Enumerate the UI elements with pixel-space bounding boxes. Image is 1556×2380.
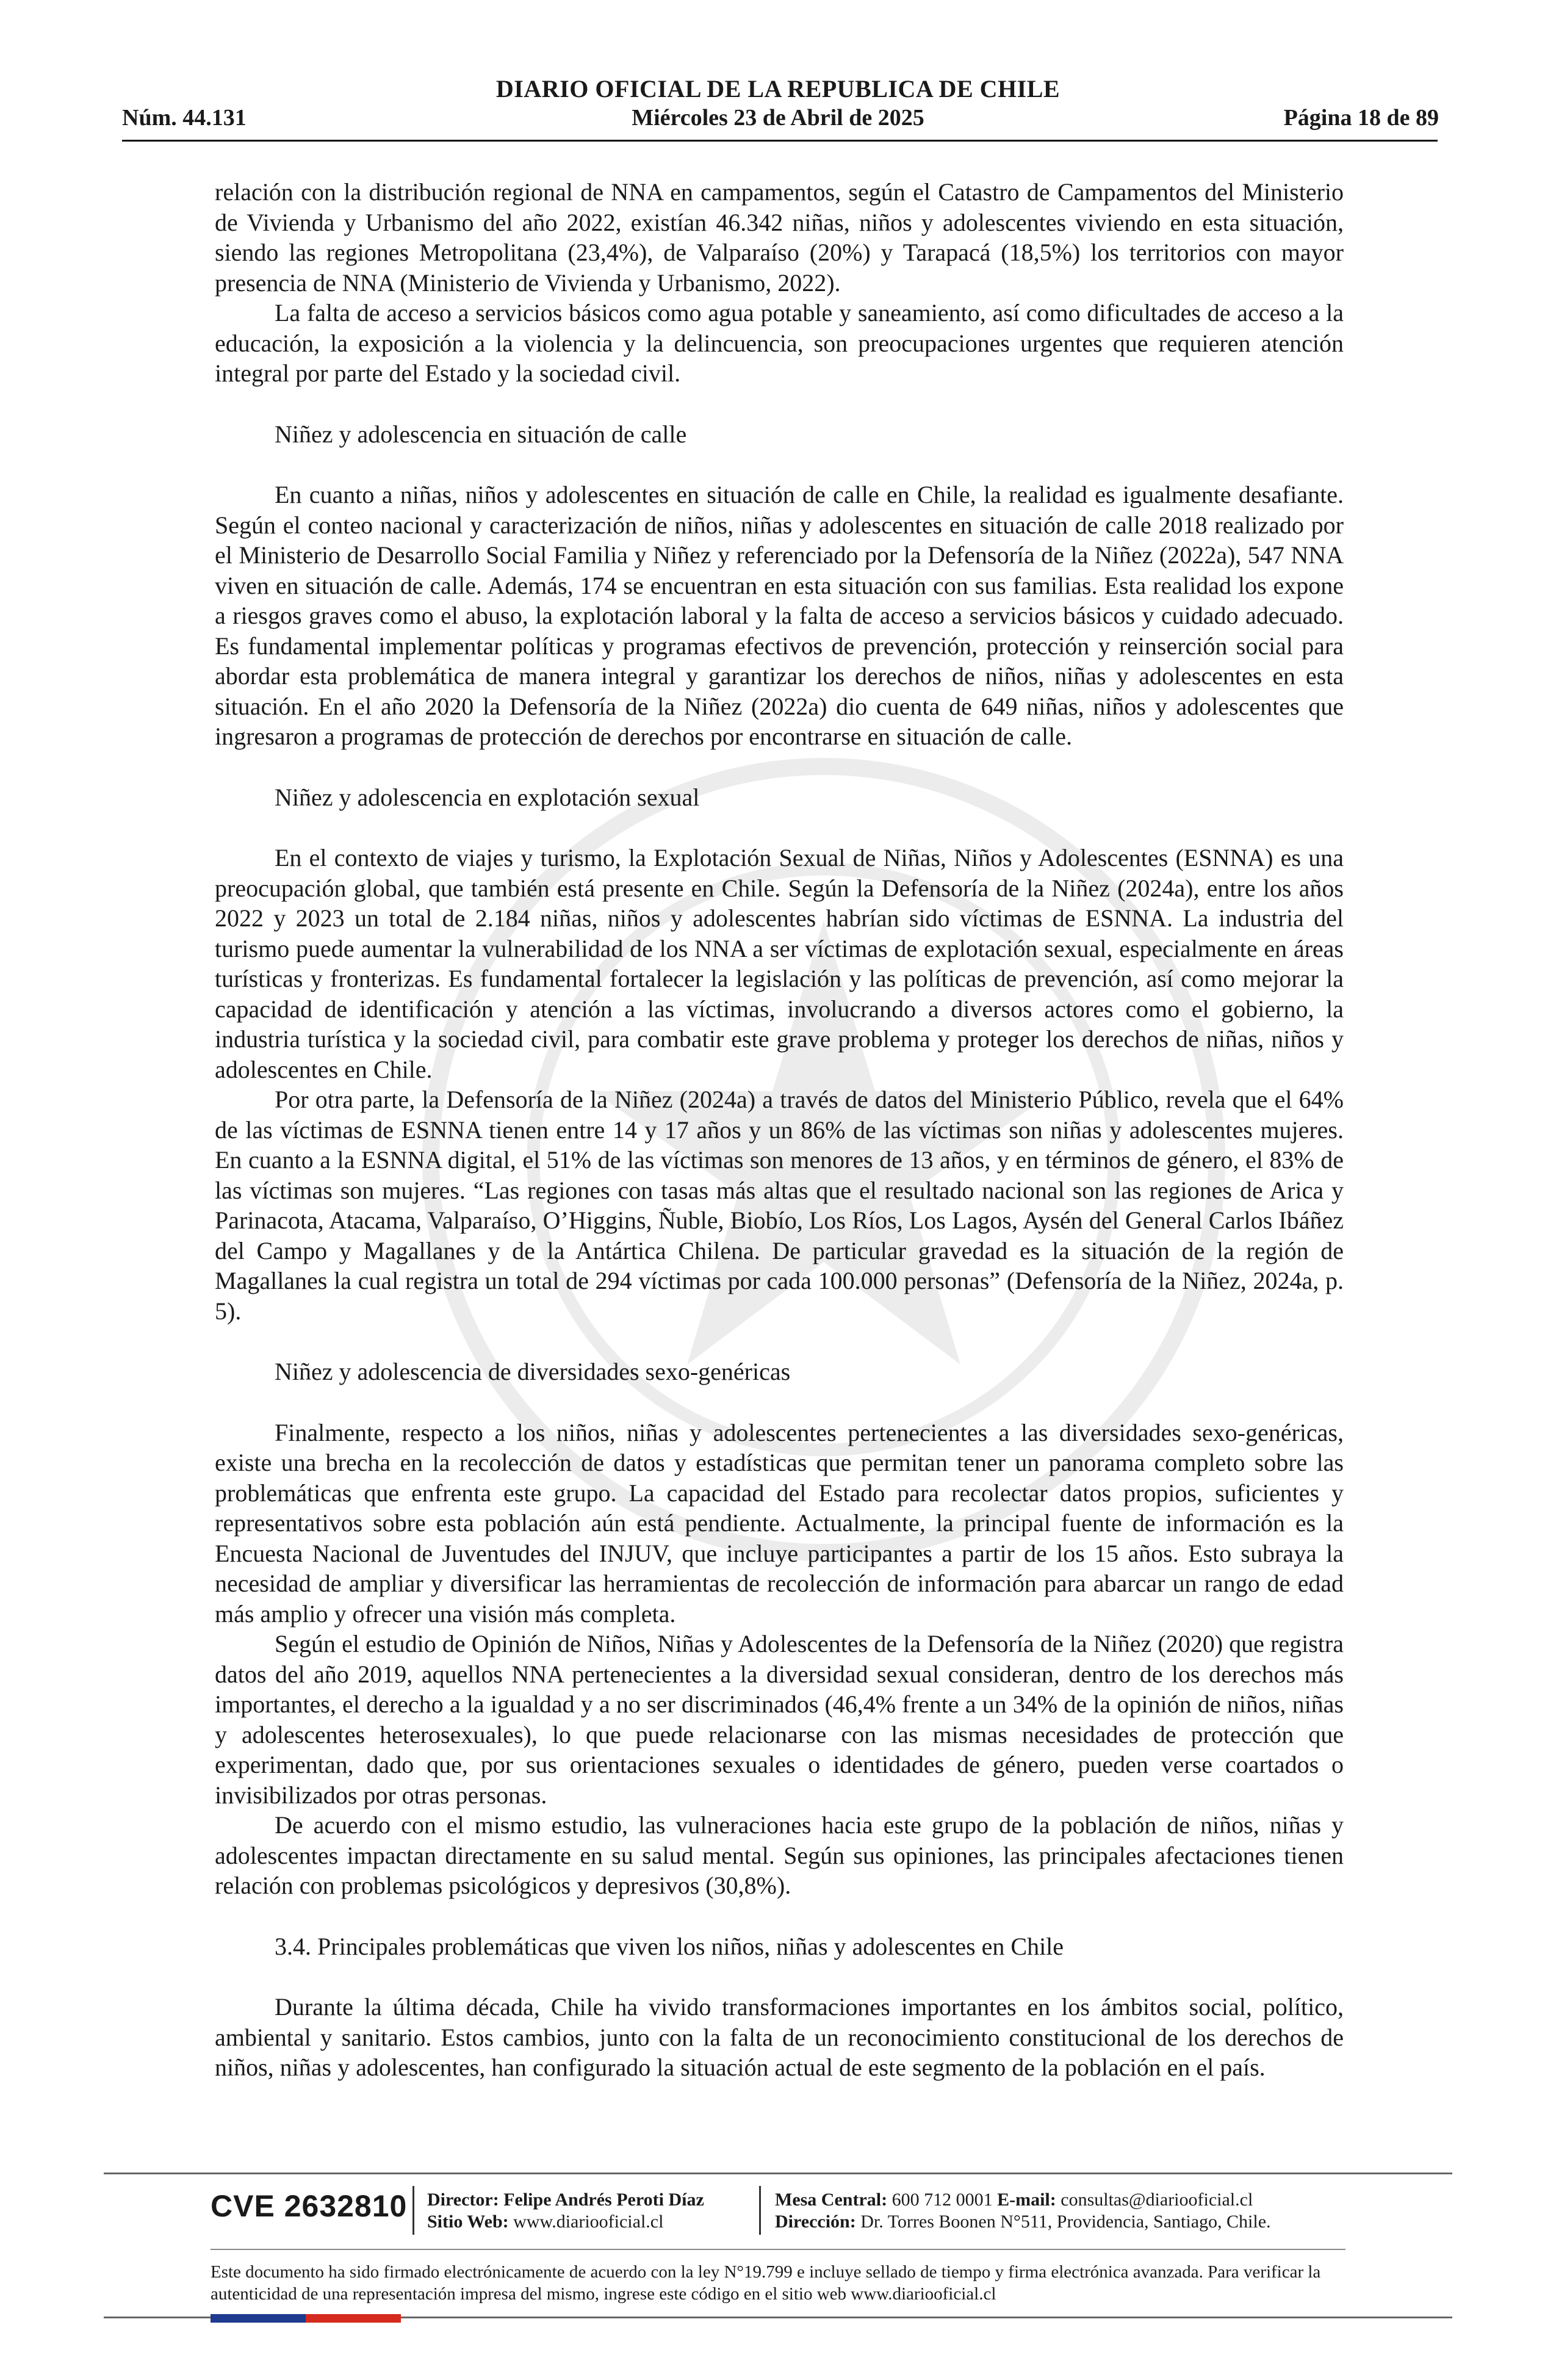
publication-title: DIARIO OFICIAL DE LA REPUBLICA DE CHILE [495,75,1061,103]
phone-label: Mesa Central: [775,2190,888,2210]
paragraph: Por otra parte, la Defensoría de la Niñez (2024a) a través de datos del Ministerio Público, revela que el 64% de las víctimas de ESNNA tienen entre 14 y 17 años y un 86% de las víctimas son niñas y adolescentes mujeres. En cuanto a la ESNNA digital, el 51% de las víctimas son menores de 13 años, y en términos de género, el 83% de las víctimas son mujeres. “Las regiones con tasas más altas que el resultado nacional son las regiones de Arica y Parinacota, Atacama, Valparaíso, O’Higgins, Ñuble, Biobío, Los Ríos, Los Lagos, Aysén del General Carlos Ibáñez del Campo y Magallanes y de la Antártica Chilena. De particular gravedad es la situación de la región de Magallanes la cual registra un total de 294 víctimas por cada 100.000 personas” (Defensoría de la Niñez, 2024a, p. 5). [215,1086,1344,1325]
section-heading: Niñez y adolescencia en explotación sexual [275,783,700,811]
document-body [215,177,1344,2083]
paragraph: relación con la distribución regional de NNA en campamentos, según el Catastro de Campamentos del Ministerio de Vivienda y Urbanismo del año 2022, existían 46.342 niñas, niños y adolescentes viviendo en esta situación, siendo las regiones Metropolitana (23,4%), de Valparaíso (20%) y Tarapacá (18,5%) los territorios con mayor presencia de NNA (Ministerio de Vivienda y Urbanismo, 2022). [215,178,1344,297]
issue-number: Núm. 44.131 [122,105,247,131]
header-divider [122,140,1438,142]
website-label: Sitio Web: [427,2212,509,2232]
flag-red-segment [306,2314,401,2323]
paragraph: La falta de acceso a servicios básicos como agua potable y saneamiento, así como dificultades de acceso a la educación, la exposición a la violencia y la delincuencia, son preocupaciones urgentes que requieren atención integral por parte del Estado y la sociedad civil. [215,299,1344,387]
footer-inner-divider [211,2249,1345,2250]
paragraph: Finalmente, respecto a los niños, niñas y adolescentes pertenecientes a las diversidades sexo-genéricas, existe una brecha en la recolección de datos y estadísticas que permitan tener un panorama completo sobre las problemáticas que enfrenta este grupo. La capacidad del Estado para recolectar datos propios, suficientes y representativos sobre esta población aún está pendiente. Actualmente, la principal fuente de información es la Encuesta Nacional de Juventudes del INJUV, que incluye participantes a partir de los 15 años. Esto subraya la necesidad de ampliar y diversificar las herramientas de recolección de información para abarcar un rango de edad más amplio y ofrecer una visión más completa. [215,1418,1344,1628]
footer-separator [412,2186,414,2235]
director-label: Director: [427,2190,499,2210]
flag-blue-segment [211,2314,306,2323]
paragraph: De acuerdo con el mismo estudio, las vulneraciones hacia este grupo de la población de niños, niñas y adolescentes impactan directamente en su salud mental. Según sus opiniones, las principales afectaciones tienen relación con problemas psicológicos y depresivos (30,8%). [215,1811,1344,1899]
legal-notice: Este documento ha sido firmado electrónicamente de acuerdo con la ley N°19.799 e incluye sellado de tiempo y firma electrónica avanzada. Para verificar la autenticidad de una representación impresa del mismo, ingrese este código en el sitio web www.diariooficial.cl [211,2262,1321,2304]
section-heading: Niñez y adolescencia en situación de calle [275,420,687,448]
page-footer [0,2173,1556,2380]
address-value: Dr. Torres Boonen N°511, Providencia, Santiago, Chile. [860,2212,1271,2232]
website-link[interactable]: www.diariooficial.cl [513,2212,664,2232]
section-heading: 3.4. Principales problemáticas que viven los niños, niñas y adolescentes en Chile [275,1932,1064,1960]
address-label: Dirección: [775,2212,856,2232]
paragraph: En cuanto a niñas, niños y adolescentes en situación de calle en Chile, la realidad es igualmente desafiante. Según el conteo nacional y caracterización de niños, niñas y adolescentes en situación de calle 2018 realizado por el Ministerio de Desarrollo Social Familia y Niñez y referenciado por la Defensoría de la Niñez (2022a), 547 NNA viven en situación de calle. Además, 174 se encuentran en esta situación con sus familias. Esta realidad los expone a riesgos graves como el abuso, la explotación laboral y la falta de acceso a servicios básicos y cuidado adecuado. Es fundamental implementar políticas y programas efectivos de prevención, protección y reinserción social para abordar esta problemática de manera integral y garantizar los derechos de niños, niñas y adolescentes en esta situación. En el año 2020 la Defensoría de la Niñez (2022a) dio cuenta de 649 niñas, niños y adolescentes que ingresaron a programas de protección de derechos por encontrarse en situación de calle. [215,481,1344,750]
paragraph: En el contexto de viajes y turismo, la Explotación Sexual de Niñas, Niños y Adolescentes (ESNNA) es una preocupación global, que también está presente en Chile. Según la Defensoría de la Niñez (2024a), entre los años 2022 y 2023 un total de 2.184 niñas, niños y adolescentes habrían sido víctimas de ESNNA. La industria del turismo puede aumentar la vulnerabilidad de los NNA a ser víctimas de explotación sexual, especialmente en áreas turísticas y fronterizas. Es fundamental fortalecer la legislación y las políticas de prevención, así como mejorar la capacidad de identificación y atención a las víctimas, involucrando a diversos actores como el gobierno, la industria turística y la sociedad civil, para combatir este grave problema y proteger los derechos de niñas, niños y adolescentes en Chile. [215,844,1344,1083]
cve-code: CVE 2632810 [211,2189,408,2223]
flag-stripe [211,2314,401,2323]
page-indicator: Página 18 de 89 [1283,105,1439,131]
page-header [0,0,1556,146]
footer-director-block [427,2189,704,2233]
publication-date: Miércoles 23 de Abril de 2025 [632,105,924,131]
footer-contact-block [775,2189,1271,2233]
email-label: E-mail: [997,2190,1056,2210]
director-name: Felipe Andrés Peroti Díaz [503,2190,704,2210]
section-heading: Niñez y adolescencia de diversidades sexo-genéricas [275,1358,791,1385]
footer-separator [759,2186,761,2235]
phone-value: 600 712 0001 [891,2190,993,2210]
email-link[interactable]: consultas@diariooficial.cl [1061,2190,1253,2210]
paragraph: Durante la última década, Chile ha vivido transformaciones importantes en los ámbitos social, político, ambiental y sanitario. Estos cambios, junto con la falta de un reconocimiento constitucional de los derechos de niños, niñas y adolescentes, han configurado la situación actual de este segmento de la población en el país. [215,1993,1344,2081]
paragraph: Según el estudio de Opinión de Niños, Niñas y Adolescentes de la Defensoría de la Niñez (2020) que registra datos del año 2019, aquellos NNA pertenecientes a la diversidad sexual consideran, dentro de los derechos más importantes, el derecho a la igualdad y a no ser discriminados (46,4% frente a un 34% de la opinión de niños, niñas y adolescentes heterosexuales), lo que puede relacionarse con las mismas necesidades de protección que experimentan, dado que, por sus orientaciones sexuales o identidades de género, pueden verse coartados o invisibilizados por otras personas. [215,1630,1344,1809]
footer-divider [104,2173,1452,2174]
